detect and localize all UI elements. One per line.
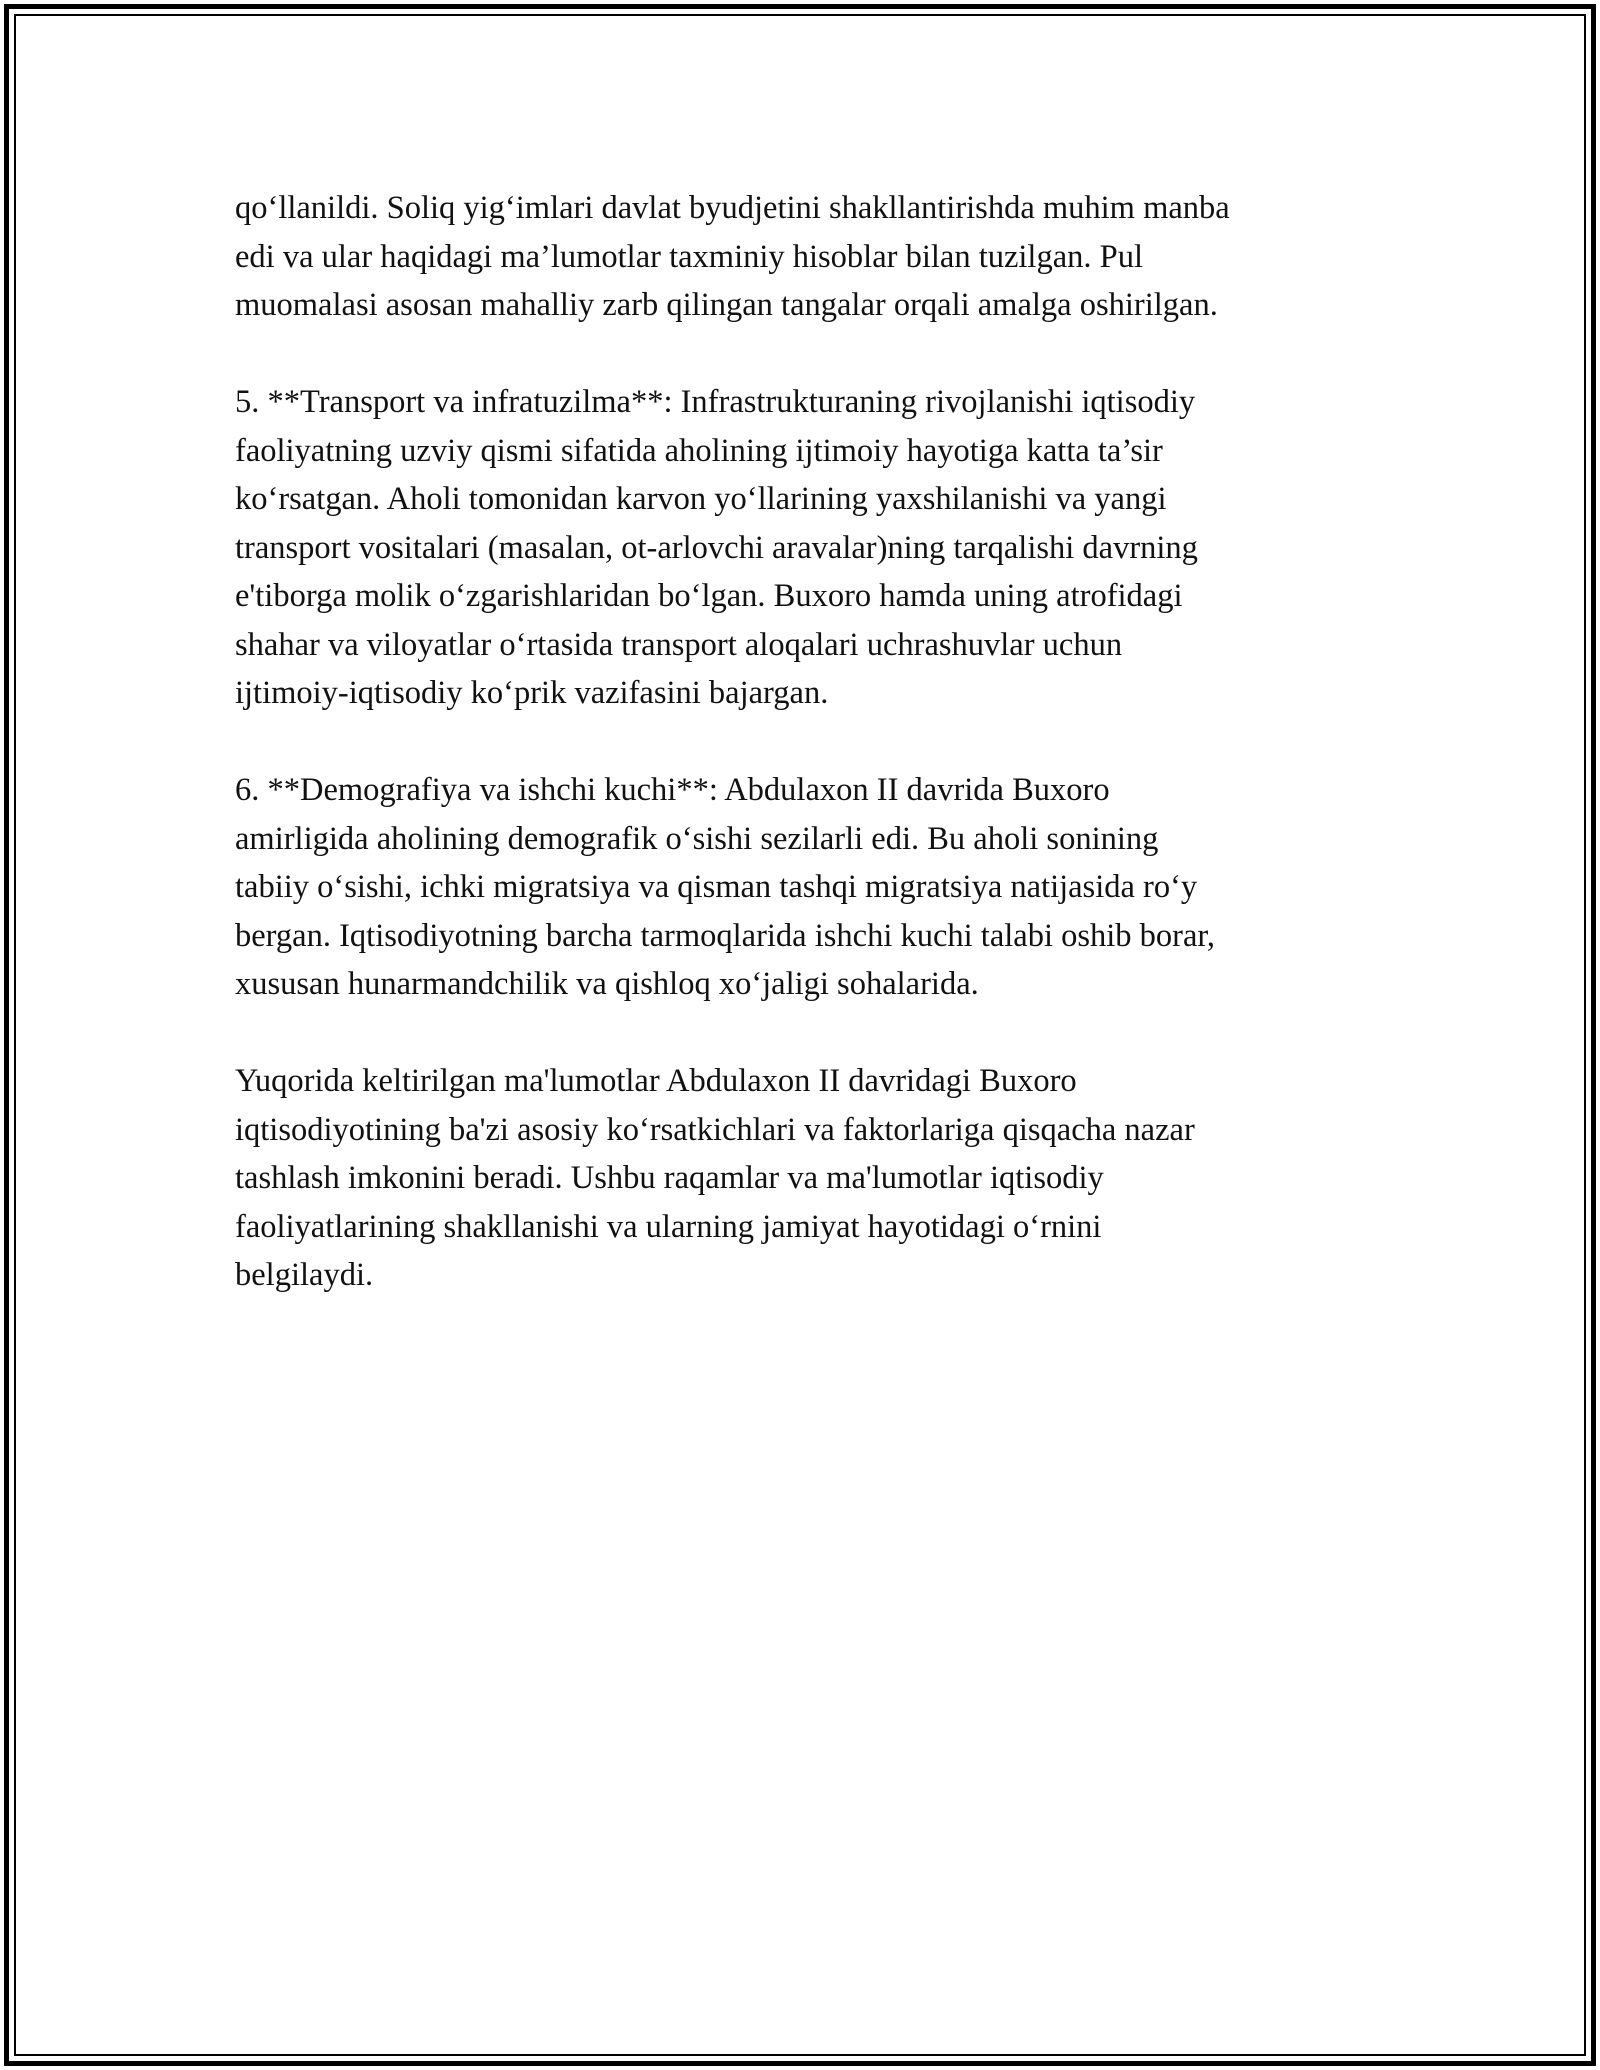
paragraph-conclusion — [235, 1057, 1375, 1300]
text-line: ijtimoiy-iqtisodiy ko‘prik vazifasini bajargan. — [235, 675, 829, 711]
text-line: amirligida aholining demografik o‘sishi sezilarli edi. Bu aholi sonining — [235, 820, 1159, 857]
text-line: xususan hunarmandchilik va qishloq xo‘jaligi sohalarida. — [235, 966, 979, 1002]
text-line: Yuqorida keltirilgan ma'lumotlar Abdulaxon II davridagi Buxoro — [235, 1063, 1077, 1099]
text-line: ko‘rsatgan. Aholi tomonidan karvon yo‘llarining yaxshilanishi va yangi — [235, 481, 1167, 517]
text-line: muomalasi asosan mahalliy zarb qilingan tangalar orqali amalga oshirilgan. — [235, 287, 1218, 323]
text-line: transport vositalari (masalan, ot-arlovchi aravalar)ning tarqalishi davrning — [235, 529, 1198, 566]
text-line: edi va ular haqidagi ma’lumotlar taxminiy hisoblar bilan tuzilgan. Pul — [235, 238, 1143, 275]
text-line: bergan. Iqtisodiyotning barcha tarmoqlarida ishchi kuchi talabi oshib borar, — [235, 917, 1216, 954]
text-line: faoliyatlarining shakllanishi va ularning jamiyat hayotidagi o‘rnini — [235, 1208, 1102, 1245]
paragraph-demography — [235, 766, 1375, 1009]
document-body — [235, 184, 1375, 1348]
text-line: belgilaydi. — [235, 1257, 374, 1293]
paragraph-tax-currency — [235, 184, 1375, 330]
paragraph-transport — [235, 378, 1375, 718]
text-line: iqtisodiyotining ba'zi asosiy ko‘rsatkichlari va faktorlariga qisqacha nazar — [235, 1111, 1195, 1148]
text-line: qo‘llanildi. Soliq yig‘imlari davlat byudjetini shakllantirishda muhim manba — [235, 190, 1230, 226]
text-line: 6. **Demografiya va ishchi kuchi**: Abdulaxon II davrida Buxoro — [235, 772, 1110, 808]
text-line: 5. **Transport va infratuzilma**: Infrastrukturaning rivojlanishi iqtisodiy — [235, 384, 1196, 420]
text-line: faoliyatning uzviy qismi sifatida aholining ijtimoiy hayotiga katta ta’sir — [235, 432, 1163, 469]
text-line: tabiiy o‘sishi, ichki migratsiya va qisman tashqi migratsiya natijasida ro‘y — [235, 869, 1198, 905]
text-line: shahar va viloyatlar o‘rtasida transport aloqalari uchrashuvlar uchun — [235, 626, 1123, 663]
text-line: e'tiborga molik o‘zgarishlaridan bo‘lgan. Buxoro hamda uning atrofidagi — [235, 578, 1183, 614]
text-line: tashlash imkonini beradi. Ushbu raqamlar va ma'lumotlar iqtisodiy — [235, 1160, 1104, 1196]
